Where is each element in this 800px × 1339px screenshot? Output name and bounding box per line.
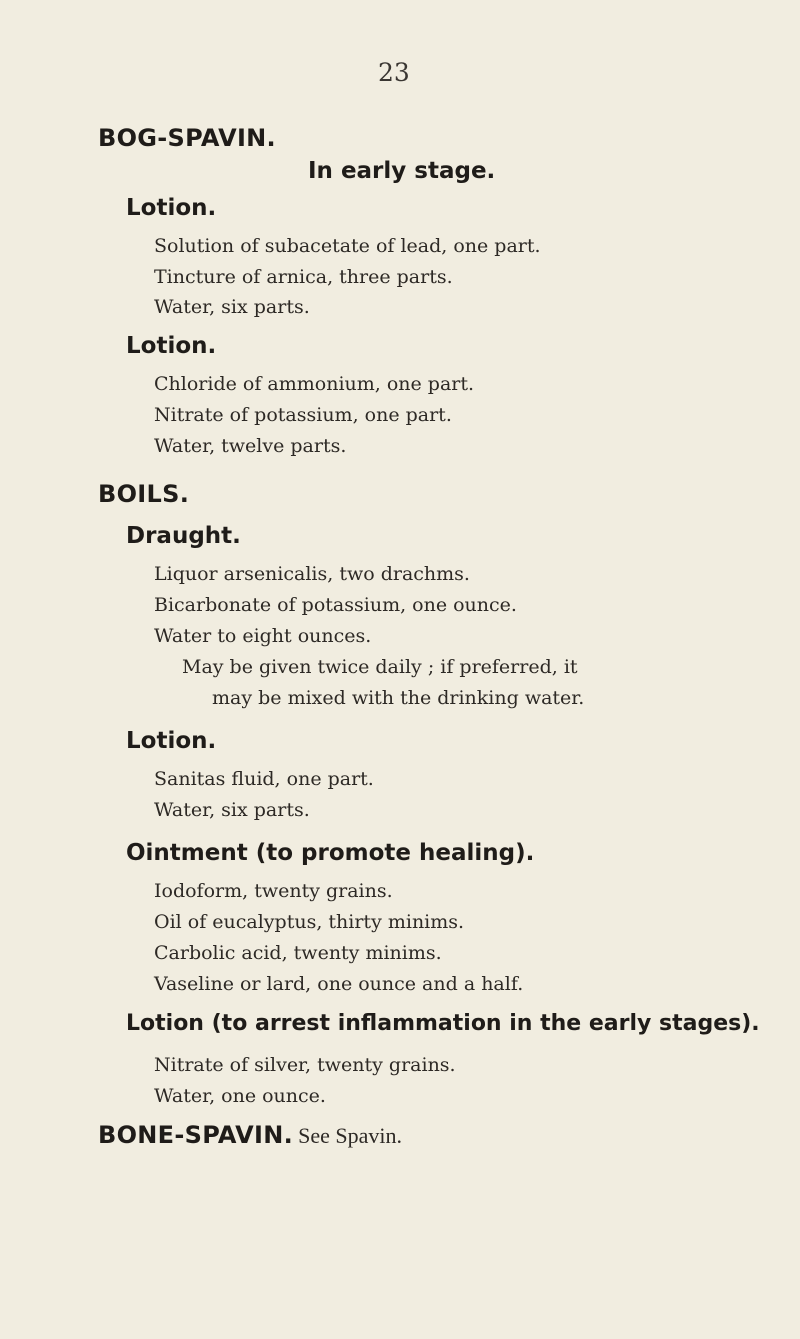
recipe-line: Bicarbonate of potassium, one ounce. bbox=[154, 594, 517, 616]
bone-spavin-entry bbox=[98, 1121, 402, 1149]
recipe-line: Tincture of arnica, three parts. bbox=[154, 266, 453, 288]
recipe-line: Nitrate of potassium, one part. bbox=[154, 404, 452, 426]
recipe-line: Water, one ounce. bbox=[154, 1085, 326, 1107]
recipe-line: Nitrate of silver, twenty grains. bbox=[154, 1054, 456, 1076]
recipe-line: Sanitas fluid, one part. bbox=[154, 768, 374, 790]
recipe-line: Water to eight ounces. bbox=[154, 625, 372, 647]
recipe-line: Water, twelve parts. bbox=[154, 435, 347, 457]
recipe-line: Carbolic acid, twenty minims. bbox=[154, 942, 442, 964]
usage-note: May be given twice daily ; if preferred, it bbox=[182, 656, 578, 678]
recipe-line: Iodoform, twenty grains. bbox=[154, 880, 393, 902]
recipe-line: Liquor arsenicalis, two drachms. bbox=[154, 563, 470, 585]
cross-reference: See Spavin. bbox=[298, 1123, 403, 1148]
recipe-line: Oil of eucalyptus, thirty minims. bbox=[154, 911, 465, 933]
section-heading-boils: BOILS. bbox=[98, 480, 190, 508]
recipe-title-lotion: Lotion. bbox=[126, 728, 217, 754]
section-heading-bone-spavin: BONE-SPAVIN. bbox=[98, 1121, 294, 1149]
recipe-line: Water, six parts. bbox=[154, 296, 310, 318]
subheading-early-stage: In early stage. bbox=[308, 158, 496, 184]
recipe-line: Chloride of ammonium, one part. bbox=[154, 373, 475, 395]
page-number: 23 bbox=[378, 58, 410, 87]
recipe-line: Vaseline or lard, one ounce and a half. bbox=[154, 973, 524, 995]
recipe-title-lotion: Lotion. bbox=[126, 195, 217, 221]
recipe-title-lotion-inflammation: Lotion (to arrest inflammation in the early stages). bbox=[126, 1011, 760, 1036]
recipe-title-lotion: Lotion. bbox=[126, 333, 217, 359]
section-heading-bog-spavin: BOG-SPAVIN. bbox=[98, 124, 276, 152]
recipe-line: Water, six parts. bbox=[154, 799, 310, 821]
recipe-title-draught: Draught. bbox=[126, 523, 241, 549]
recipe-title-ointment: Ointment (to promote healing). bbox=[126, 840, 535, 866]
usage-note: may be mixed with the drinking water. bbox=[212, 687, 585, 709]
recipe-line: Solution of subacetate of lead, one part. bbox=[154, 235, 541, 257]
